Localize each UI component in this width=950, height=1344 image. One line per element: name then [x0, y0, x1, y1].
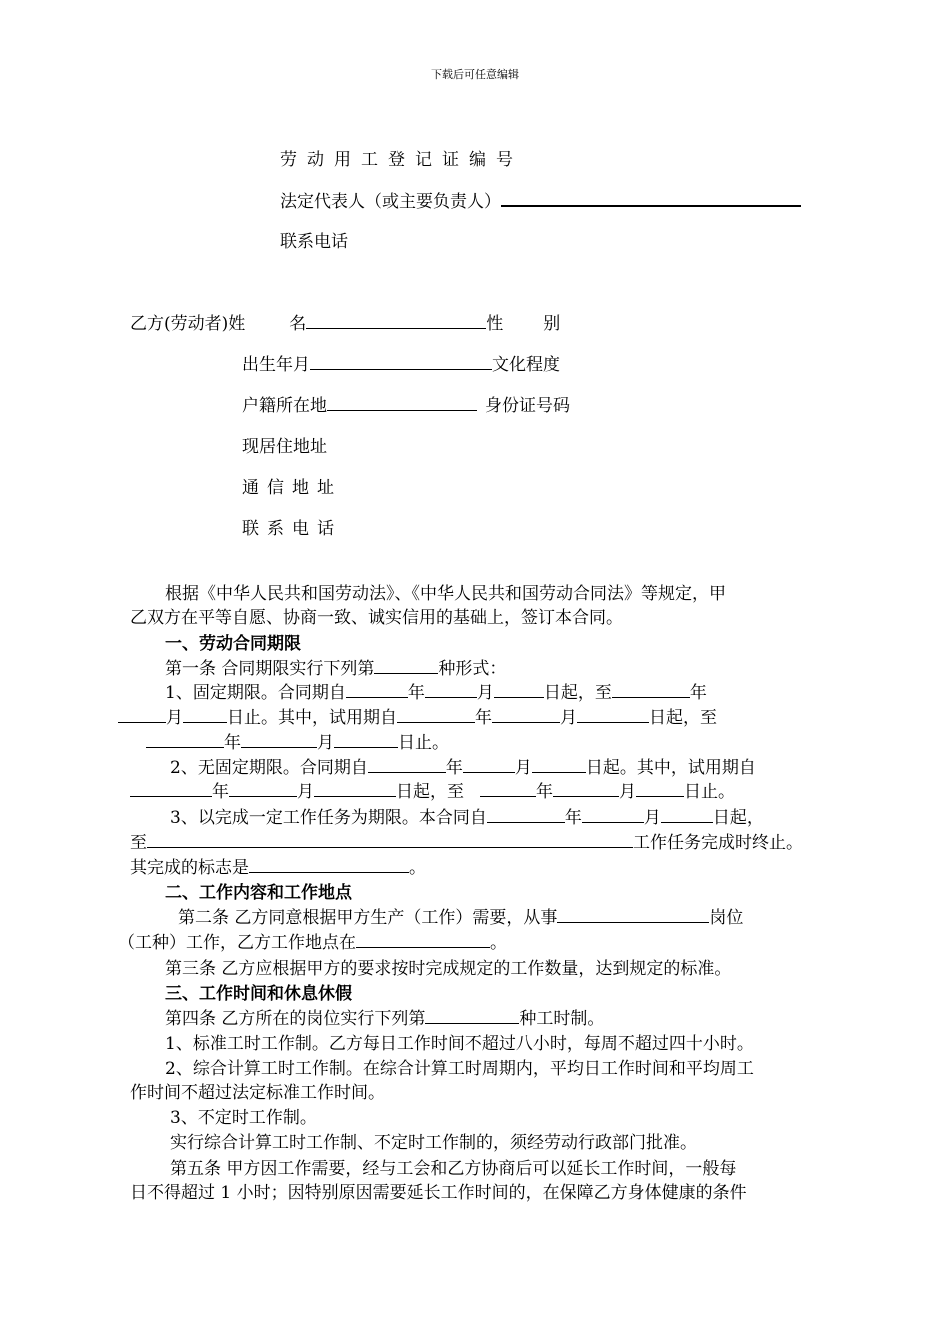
- blank[interactable]: [553, 780, 619, 797]
- hukou-blank[interactable]: [327, 394, 477, 411]
- label-partyB-phone: 联系电话: [242, 519, 342, 539]
- section-3-title: 三、工作时间和休息休假: [165, 984, 352, 1004]
- blank[interactable]: [334, 731, 398, 748]
- legal-rep-blank[interactable]: [501, 189, 801, 207]
- blank[interactable]: [582, 806, 644, 823]
- article-2-line-1: 第二条 乙方同意根据甲方生产（工作）需要，从事 岗位: [178, 908, 744, 928]
- blank[interactable]: [314, 780, 396, 797]
- row-birth-education: 出生年月 文化程度: [242, 355, 560, 375]
- unfixed-term-line-2: 年 月 日起，至 年 月 日止。: [130, 780, 735, 804]
- fixed-term-line-1: 1、固定期限。合同期自 年 月 日起，至 年: [165, 683, 707, 703]
- work-hour-type-blank[interactable]: [425, 1007, 519, 1024]
- blank[interactable]: [487, 806, 565, 823]
- unfixed-term-line-1: 2、无固定期限。合同期自 年 月 日起。其中，试用期自: [170, 758, 756, 778]
- blank[interactable]: [249, 856, 409, 873]
- birth-blank[interactable]: [310, 353, 492, 370]
- section-2-title: 二、工作内容和工作地点: [165, 883, 352, 903]
- blank[interactable]: [118, 706, 166, 723]
- position-blank[interactable]: [557, 906, 709, 923]
- workplace-blank[interactable]: [356, 931, 490, 948]
- label-residence: 现居住地址: [242, 437, 327, 457]
- blank[interactable]: [147, 831, 633, 848]
- fixed-term-line-3: 年 月 日止。: [146, 731, 449, 755]
- blank[interactable]: [480, 780, 536, 797]
- row-hukou-id: 户籍所在地 身份证号码: [242, 396, 570, 416]
- intro-line-1: 根据《中华人民共和国劳动法》、《中华人民共和国劳动合同法》等规定，甲: [165, 584, 726, 604]
- article-4: 第四条 乙方所在的岗位实行下列第 种工时制。: [165, 1009, 605, 1029]
- task-term-line-1: 3、以完成一定工作任务为期限。本合同自 年 月 日起，: [170, 808, 764, 828]
- label-mail-address: 通信地址: [242, 478, 342, 498]
- page-header: 下载后可任意编辑: [431, 68, 519, 81]
- form-type-blank[interactable]: [374, 657, 438, 674]
- article-5-line-2: 日不得超过 1 小时；因特别原因需要延长工作时间的，在保障乙方身体健康的条件: [130, 1183, 747, 1203]
- blank[interactable]: [494, 681, 544, 698]
- task-term-line-3: 其完成的标志是 。: [130, 858, 426, 878]
- blank[interactable]: [346, 681, 408, 698]
- blank[interactable]: [130, 780, 212, 797]
- blank[interactable]: [425, 681, 477, 698]
- blank[interactable]: [183, 706, 227, 723]
- label-legal-rep: 法定代表人（或主要负责人）: [280, 189, 801, 214]
- label-registration-no: 劳动用工登记证编号: [280, 150, 523, 170]
- section-1-title: 一、劳动合同期限: [165, 634, 301, 654]
- blank[interactable]: [397, 706, 475, 723]
- blank[interactable]: [146, 731, 224, 748]
- blank[interactable]: [532, 756, 586, 773]
- article-2-line-2: （工种）工作，乙方工作地点在 。: [118, 933, 507, 953]
- article-3: 第三条 乙方应根据甲方的要求按时完成规定的工作数量，达到规定的标准。: [165, 959, 732, 979]
- name-blank[interactable]: [306, 312, 486, 329]
- intro-line-2: 乙双方在平等自愿、协商一致、诚实信用的基础上，签订本合同。: [130, 608, 623, 628]
- article-5-line-1: 第五条 甲方因工作需要，经与工会和乙方协商后可以延长工作时间，一般每: [170, 1159, 737, 1179]
- blank[interactable]: [229, 780, 297, 797]
- row-name-gender: 乙方(劳动者)姓 名 性 别: [130, 314, 561, 334]
- blank[interactable]: [492, 706, 560, 723]
- blank[interactable]: [636, 780, 684, 797]
- blank[interactable]: [463, 756, 515, 773]
- work-hours-comprehensive-2: 作时间不超过法定标准工作时间。: [130, 1083, 385, 1103]
- article-1: 第一条 合同期限实行下列第 种形式：: [165, 659, 507, 679]
- fixed-term-line-2: 月 日止。其中，试用期自 年 月 日起，至: [118, 706, 717, 730]
- blank[interactable]: [661, 806, 713, 823]
- work-hours-comprehensive-1: 2、综合计算工时工作制。在综合计算工时周期内，平均日工作时间和平均周工: [165, 1059, 754, 1079]
- work-hours-approval: 实行综合计算工时工作制、不定时工作制的，须经劳动行政部门批准。: [170, 1133, 697, 1153]
- blank[interactable]: [241, 731, 317, 748]
- task-term-line-2: 至 工作任务完成时终止。: [130, 833, 803, 853]
- label-partyA-phone: 联系电话: [280, 232, 348, 252]
- blank[interactable]: [368, 756, 446, 773]
- work-hours-flexible: 3、不定时工作制。: [170, 1108, 317, 1128]
- blank[interactable]: [577, 706, 649, 723]
- blank[interactable]: [612, 681, 690, 698]
- work-hours-standard: 1、标准工时工作制。乙方每日工作时间不超过八小时，每周不超过四十小时。: [165, 1034, 754, 1054]
